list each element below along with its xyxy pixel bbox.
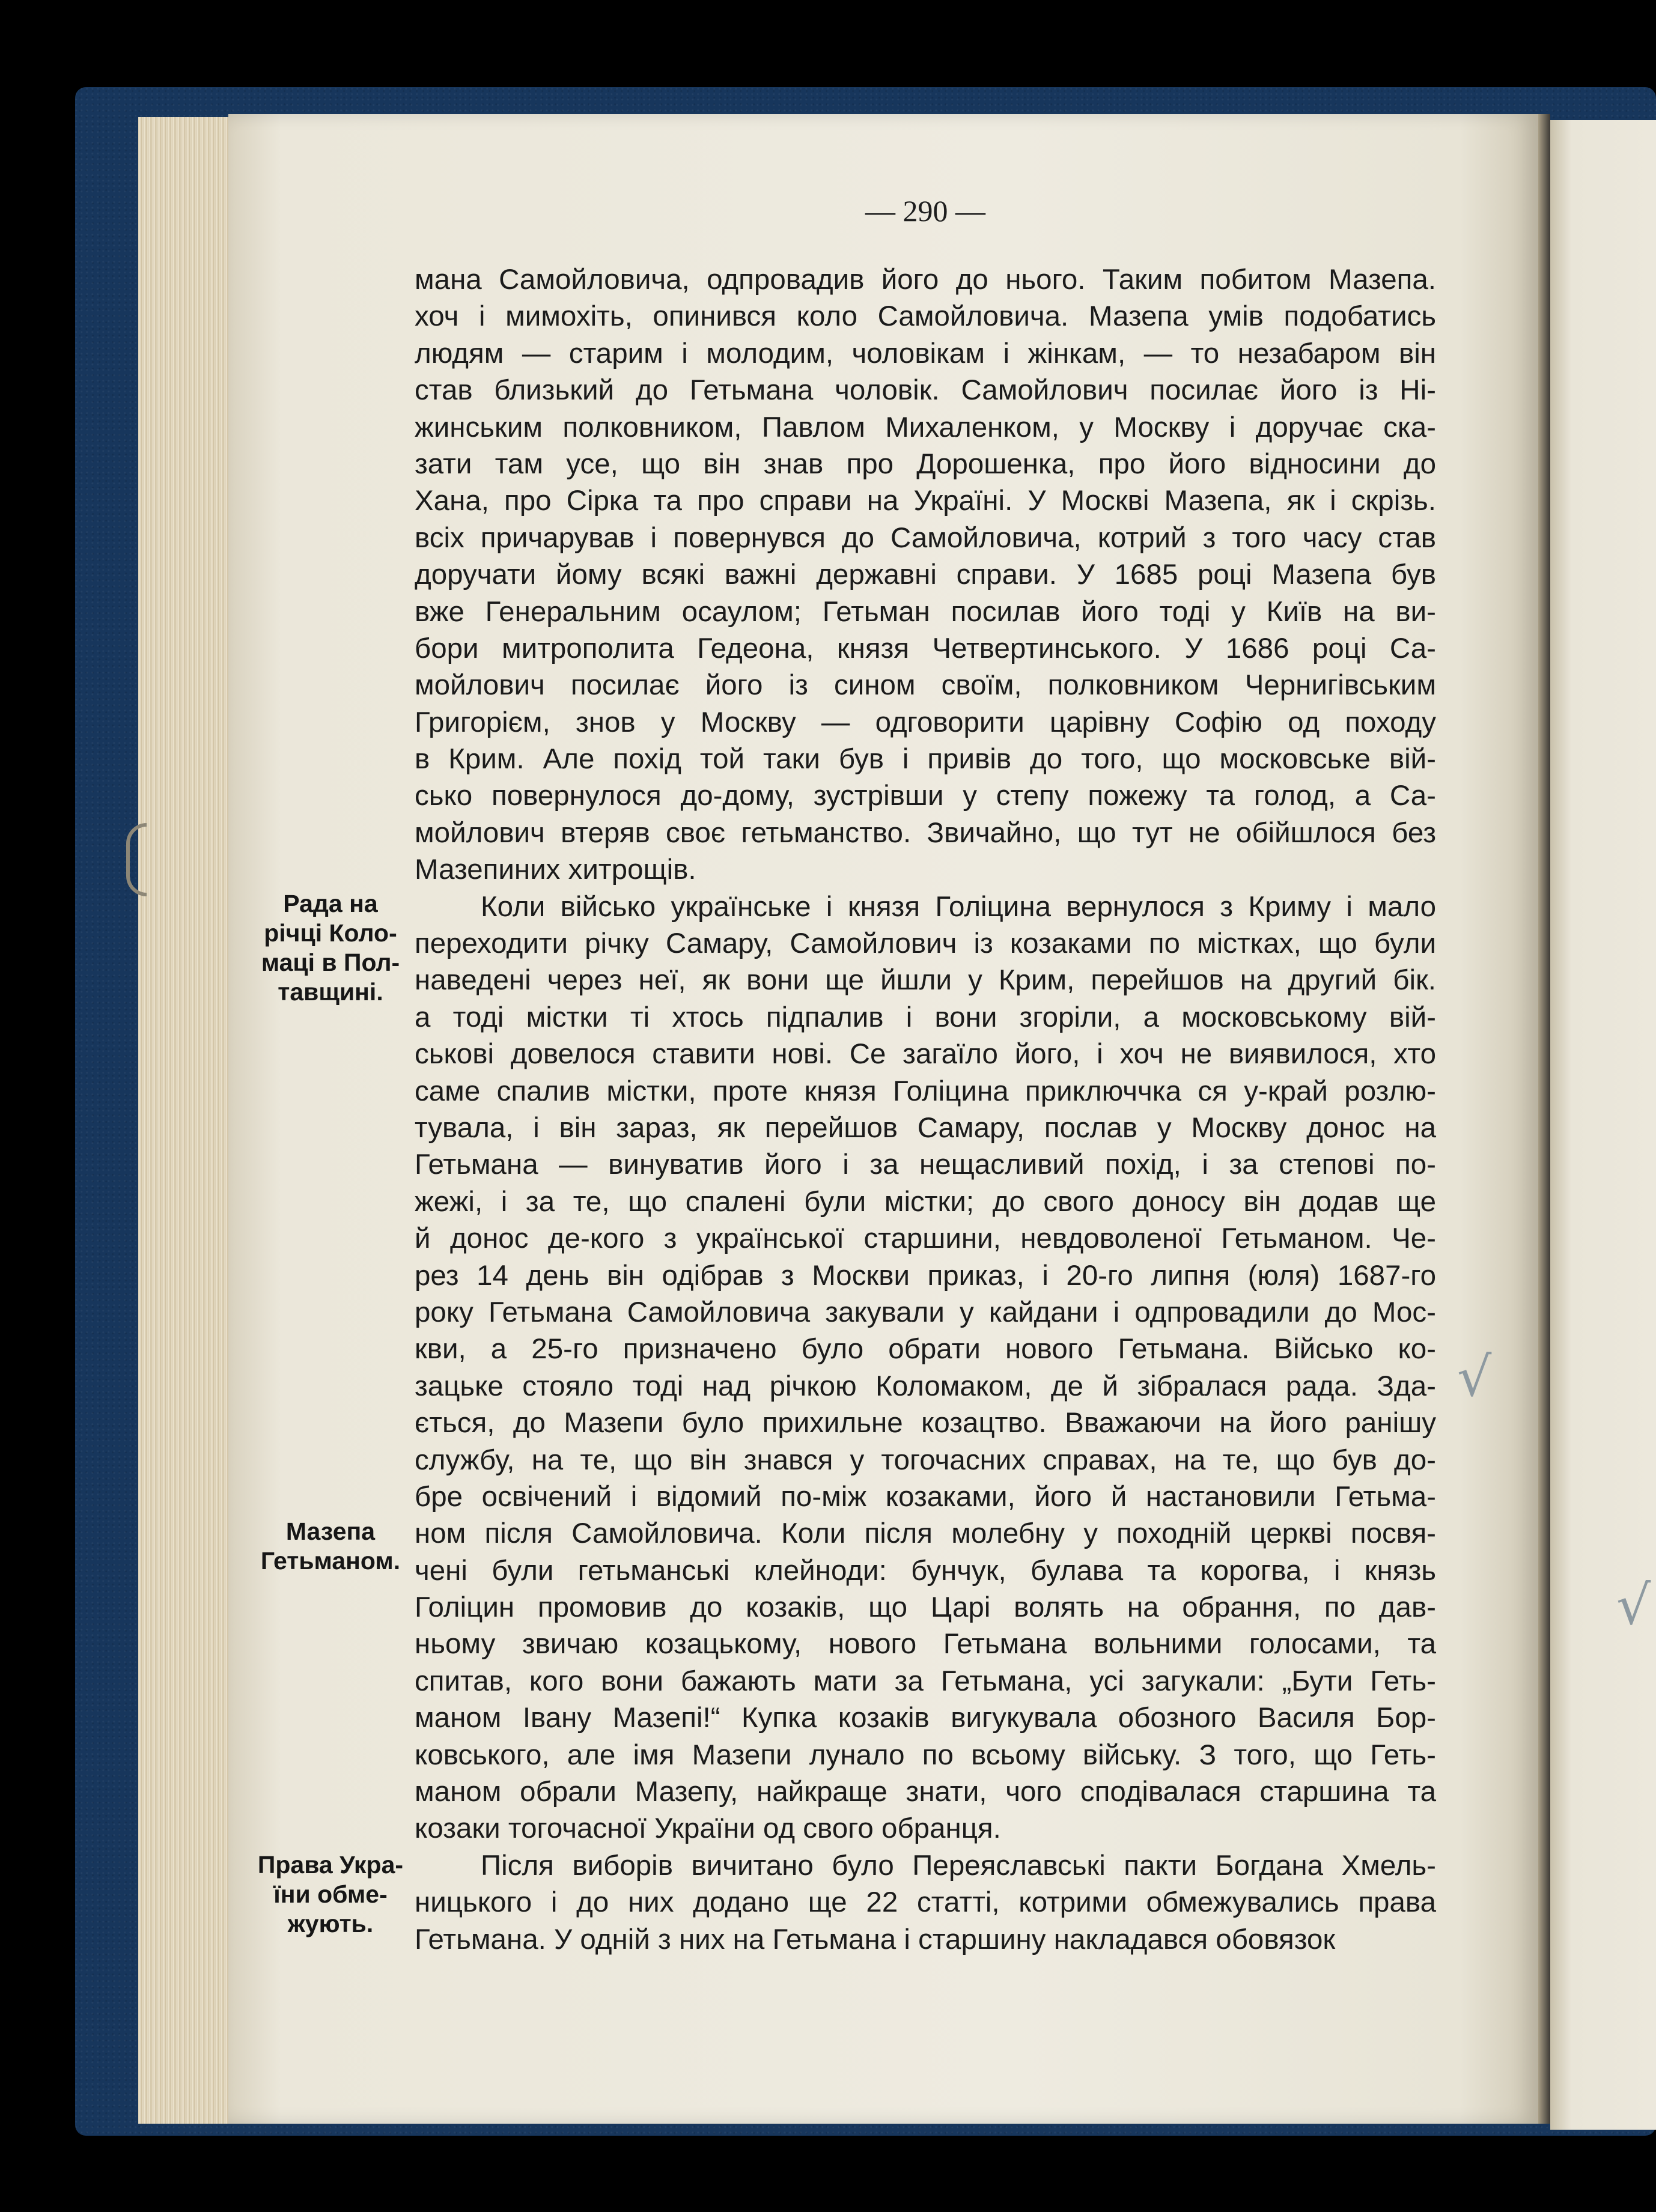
text-line: вже Генеральним осаулом; Гетьман посилав його тоді у Київ на ви- [415, 595, 1436, 628]
text-line: спитав, кого вони бажають мати за Гетьмана, усі загукали: „Бути Геть- [415, 1665, 1436, 1697]
margin-note-mazepa [255, 1517, 406, 1576]
text-line: Голіцин промовив до козаків, що Царі волять на обрання, по дав- [415, 1591, 1436, 1624]
margin-note-line: їни обме- [273, 1880, 388, 1908]
body-text [415, 261, 1436, 1958]
text-line: ськові довелося ставити нові. Се загаїло його, і хоч не виявилося, хто [415, 1038, 1436, 1071]
check-mark-icon: √ [1457, 1346, 1492, 1409]
text-line: зацьке стояло тоді над річкою Коломаком, де й зібралася рада. Зда- [415, 1370, 1436, 1402]
text-line: мойлович втеряв своє гетьманство. Звичайно, що тут не обійшлося без [415, 816, 1436, 849]
text-line: тувала, і він зараз, як перейшов Самару, послав у Москву донос на [415, 1111, 1436, 1144]
check-mark-icon: √ [1616, 1574, 1651, 1637]
bookmark-clip [126, 823, 147, 896]
text-line: ковського, але імя Мазепи лунало по всьому війську. З того, що Геть- [415, 1739, 1436, 1771]
text-line: козаки тогочасної України од свого обранця. [415, 1812, 1001, 1845]
text-line: саме спалив містки, проте князя Голіцина приключчка ся у-край розлю- [415, 1075, 1436, 1107]
text-line: сько повернулося до-дому, зустрівши у степу пожежу та голод, а Са- [415, 780, 1436, 812]
text-line: чені були гетьманські клейноди: бунчук, булава та корогва, і князь [415, 1554, 1436, 1587]
margin-note-line: тавщині. [278, 978, 383, 1006]
margin-note-prava [255, 1850, 406, 1939]
text-line: маном обрали Мазепу, найкраще знати, чого сподівалася старшина та [415, 1776, 1436, 1808]
text-line: жежі, і за те, що спалені були містки; до свого доносу він додав ще [415, 1185, 1436, 1218]
margin-note-rada [255, 889, 406, 1007]
text-line: наведені через неї, як вони ще йшли у Крим, перейшов на другий бік. [415, 964, 1436, 997]
text-line: ницького і до них додано ще 22 статті, котрими обмежувались права [415, 1886, 1436, 1919]
margin-note-line: жують. [287, 1910, 374, 1937]
text-line: зати там усе, що він знав про Дорошенка, про його відносини до [415, 448, 1436, 480]
text-line: ється, до Мазепи було прихильне козацтво. Вважаючи на його ранішу [415, 1407, 1436, 1439]
text-line: мойлович посилає його із сином своїм, полковником Чернигівським [415, 669, 1436, 702]
facing-page [1550, 120, 1656, 2130]
text-line: службу, на те, що він знався у тогочасних справах, на те, що був до- [415, 1444, 1436, 1476]
text-line: хоч і мимохіть, опинився коло Самойловича. Мазепа умів подобатись [415, 300, 1436, 333]
text-line: ньому звичаю козацькому, нового Гетьмана вольними голосами, та [415, 1628, 1436, 1661]
text-line: Хана, про Сірка та про справи на Україні. У Москві Мазепа, як і скрізь. [415, 485, 1436, 517]
text-line: Григорієм, знов у Москву — одговорити царівну Софію од походу [415, 706, 1436, 738]
margin-note-line: Рада на [283, 890, 378, 917]
text-line: жинським полковником, Павлом Михаленком, у Москву і доручає ска- [415, 411, 1436, 443]
text-line: Мазепиних хитрощів. [415, 854, 696, 886]
margin-note-line: Гетьманом. [260, 1547, 401, 1575]
text-line: кви, а 25-го призначено було обрати нового Гетьмана. Військо ко- [415, 1333, 1436, 1366]
text-line: став близький до Гетьмана чоловік. Самойлович посилає його із Ні- [415, 374, 1436, 407]
text-line: рез 14 день він одібрав з Москви приказ, і 20-го липня (юля) 1687-го [415, 1259, 1436, 1292]
text-line: всіх причарував і повернувся до Самойловича, котрий з того часу став [415, 521, 1436, 554]
text-line: людям — старим і молодим, чоловікам і жінкам, — то незабаром він [415, 337, 1436, 369]
text-line: мана Самойловича, одпровадив його до нього. Таким побитом Мазепа. [415, 264, 1436, 296]
margin-note-line: Мазепа [285, 1518, 376, 1545]
text-line: а тоді містки ті хтось підпалив і вони згоріли, а московському вій- [415, 1001, 1436, 1033]
text-line: переходити річку Самару, Самойлович із козаками по містках, що були [415, 928, 1436, 960]
margin-note-line: річці Коло- [264, 919, 397, 947]
text-line: бори митрополита Гедеона, князя Четвертинського. У 1686 році Са- [415, 632, 1436, 664]
margin-note-line: маці в Пол- [261, 949, 400, 976]
text-line: маном Івану Мазепі!“ Купка козаків вигукувала обозного Василя Бор- [415, 1702, 1436, 1734]
text-line: Після виборів вичитано було Переяславські пакти Богдана Хмель- [481, 1849, 1436, 1882]
text-line: доручати йому всякі важні державні справи. У 1685 році Мазепа був [415, 559, 1436, 591]
text-line: року Гетьмана Самойловича закували у кайдани і одпровадили до Мос- [415, 1296, 1436, 1328]
page-number: — 290 — [865, 194, 985, 228]
text-line: Гетьмана — винуватив його і за нещасливий похід, і за степові по- [415, 1149, 1436, 1181]
text-line: й донос де-кого з української старшини, невдоволеної Гетьманом. Че- [415, 1223, 1436, 1255]
text-line: ном після Самойловича. Коли після молебну у походній церкві посвя- [415, 1518, 1436, 1550]
book-gutter [1538, 114, 1550, 2124]
text-line: бре освічений і відомий по-між козаками, його й настановили Гетьма- [415, 1480, 1436, 1513]
text-line: в Крим. Але похід той таки був і привів до того, що московське вій- [415, 743, 1436, 776]
text-line: Гетьмана. У одній з них на Гетьмана і старшину накладався обовязок [415, 1923, 1336, 1955]
text-line: Коли військо українське і князя Голіцина вернулося з Криму і мало [481, 890, 1436, 923]
margin-note-line: Права Укра- [257, 1851, 404, 1879]
